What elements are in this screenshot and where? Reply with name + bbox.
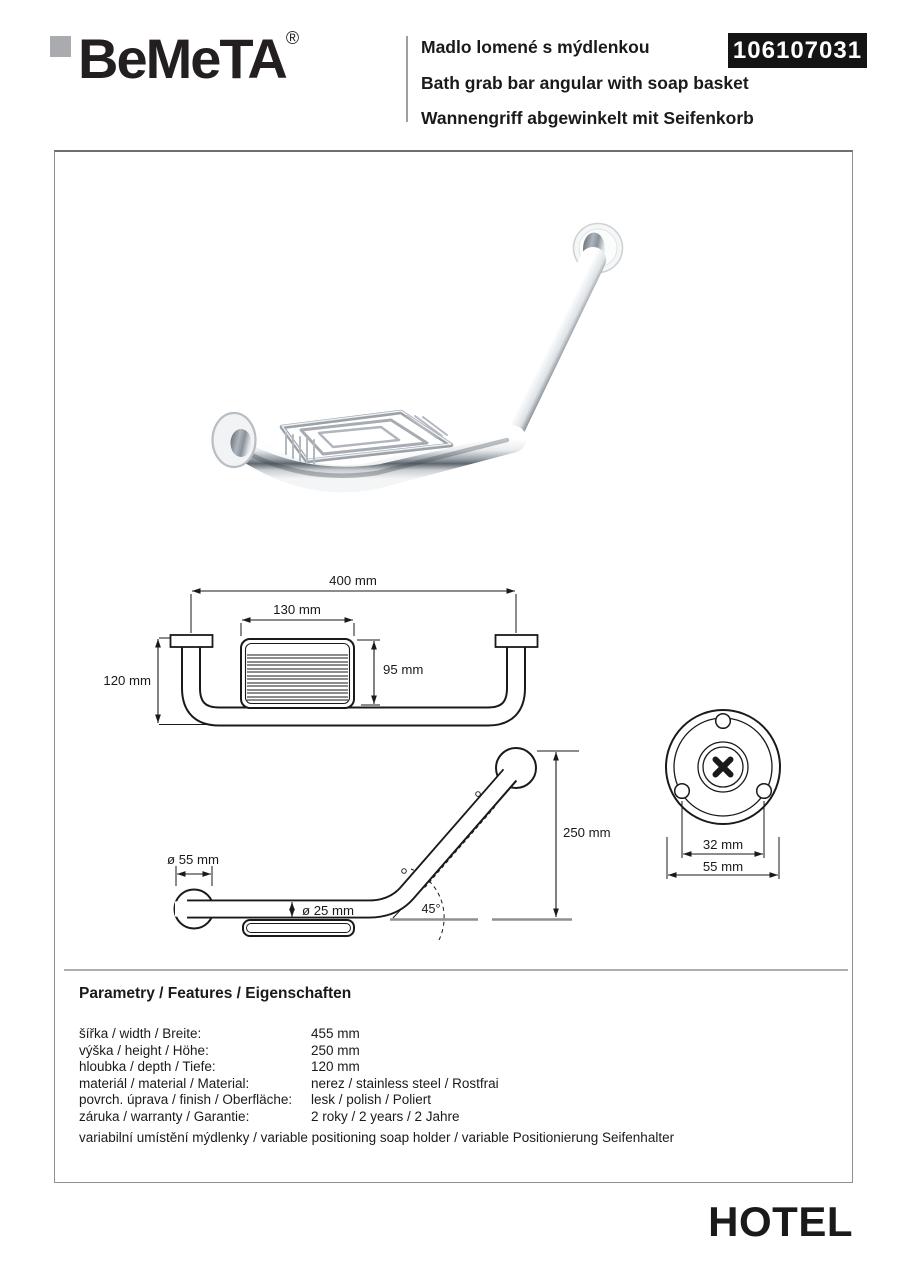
photo-diagonal-tube xyxy=(509,260,593,434)
product-title-en: Bath grab bar angular with soap basket xyxy=(421,72,749,93)
parameter-value: 455 mm xyxy=(311,1026,360,1041)
parameters-title: Parametry / Features / Eigenschaften xyxy=(79,985,352,1002)
dim-basket-depth-label: 95 mm xyxy=(383,662,424,677)
parameter-label: povrch. úprava / finish / Oberfläche: xyxy=(79,1092,293,1107)
parameter-row xyxy=(79,1059,839,1076)
parameters-separator xyxy=(64,969,848,971)
product-titles xyxy=(421,30,754,137)
collection-name: HOTEL xyxy=(708,1198,853,1245)
parameters-note: variabilní umístění mýdlenky / variable positioning soap holder / variable Positionierung Seifenhalter xyxy=(79,1130,675,1145)
parameter-label: záruka / warranty / Garantie: xyxy=(79,1108,250,1124)
registered-mark: ® xyxy=(285,28,300,48)
parameter-row xyxy=(79,1043,839,1060)
side-view-drawing xyxy=(167,748,611,940)
dim-basket-width-label: 130 mm xyxy=(273,602,321,617)
photo-left-flange xyxy=(213,413,256,467)
product-code-badge: 106107031 xyxy=(728,33,867,68)
content-box xyxy=(54,150,853,1183)
parameter-value: 250 mm xyxy=(311,1042,360,1058)
dim-outer-diameter-label: 55 mm xyxy=(702,859,744,874)
dim-hole-spacing-label: 32 mm xyxy=(702,837,744,852)
parameter-label: šířka / width / Breite: xyxy=(79,1026,202,1041)
product-photo xyxy=(151,182,771,552)
dim-angle-label: 45° xyxy=(421,902,441,916)
brand-name: BeMeTA xyxy=(78,27,286,90)
parameter-value: lesk / polish / Poliert xyxy=(311,1092,432,1107)
parameter-row xyxy=(79,1076,839,1093)
photo-diagonal-highlight xyxy=(505,262,587,428)
dim-flange-diameter-label: ø 55 mm xyxy=(166,852,220,867)
product-title-de: Wannengriff abgewinkelt mit Seifenkorb xyxy=(421,108,754,128)
dim-depth-label: 120 mm xyxy=(103,673,151,688)
product-title-cs: Madlo lomené s mýdlenkou xyxy=(421,37,650,57)
parameter-label: výška / height / Höhe: xyxy=(79,1042,209,1058)
parameter-row xyxy=(79,1092,839,1109)
parameter-value: nerez / stainless steel / Rostfrai xyxy=(311,1075,499,1091)
parameters-table xyxy=(79,1026,839,1147)
logo-square-icon xyxy=(50,36,71,57)
parameter-row xyxy=(79,1109,839,1126)
parameter-label: hloubka / depth / Tiefe: xyxy=(79,1059,216,1074)
parameter-value: 120 mm xyxy=(311,1059,360,1074)
dim-height-label: 250 mm xyxy=(563,825,611,840)
header-divider xyxy=(406,36,408,122)
parameter-label: materiál / material / Material: xyxy=(79,1075,250,1091)
dim-tube-diameter-label: ø 25 mm xyxy=(302,903,355,918)
parameter-value: 2 roky / 2 years / 2 Jahre xyxy=(311,1108,460,1124)
parameter-row xyxy=(79,1026,839,1043)
technical-drawings xyxy=(55,557,852,982)
brand-logo xyxy=(78,26,299,91)
flange-detail-drawing xyxy=(666,710,780,879)
dim-overall-width-label: 400 mm xyxy=(329,573,377,588)
top-view-drawing xyxy=(103,573,537,725)
